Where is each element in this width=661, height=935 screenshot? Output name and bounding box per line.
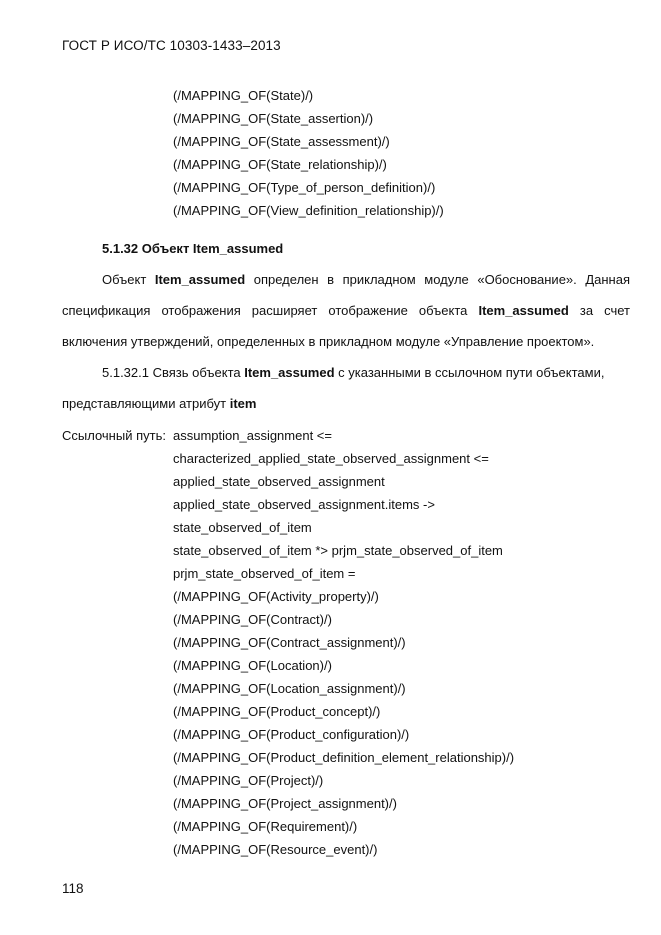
mapping-line: (/MAPPING_OF(State)/) bbox=[173, 88, 314, 103]
mapping-line: (/MAPPING_OF(Type_of_person_definition)/) bbox=[173, 180, 436, 195]
mapping-line: (/MAPPING_OF(State_assertion)/) bbox=[173, 111, 374, 126]
paragraph-line bbox=[62, 303, 630, 319]
reference-path-line: (/MAPPING_OF(Location)/) bbox=[173, 658, 332, 673]
reference-path-line: (/MAPPING_OF(Project)/) bbox=[173, 773, 324, 788]
document-header: ГОСТ Р ИСО/ТС 10303-1433–2013 bbox=[62, 38, 281, 53]
reference-path-line: (/MAPPING_OF(Requirement)/) bbox=[173, 819, 358, 834]
reference-path-line: (/MAPPING_OF(Contract_assignment)/) bbox=[173, 635, 406, 650]
text-run: 5.1.32.1 Связь объекта bbox=[102, 365, 245, 380]
paragraph-line bbox=[102, 272, 630, 288]
subsection-line bbox=[62, 396, 630, 412]
text-run: за счет bbox=[568, 303, 630, 318]
text-run: определен в прикладном модуле «Обоснование». Данная bbox=[245, 272, 630, 287]
reference-path-line: (/MAPPING_OF(Product_configuration)/) bbox=[173, 727, 410, 742]
reference-path-line: applied_state_observed_assignment bbox=[173, 474, 385, 489]
page-number: 118 bbox=[62, 881, 84, 896]
reference-path-line: (/MAPPING_OF(Project_assignment)/) bbox=[173, 796, 397, 811]
reference-path-line: state_observed_of_item *> prjm_state_observed_of_item bbox=[173, 543, 503, 558]
reference-path-line: prjm_state_observed_of_item = bbox=[173, 566, 356, 581]
attribute-name: item bbox=[229, 396, 257, 411]
section-heading: 5.1.32 Объект Item_assumed bbox=[102, 241, 284, 256]
reference-path-line: (/MAPPING_OF(Activity_property)/) bbox=[173, 589, 379, 604]
mapping-line: (/MAPPING_OF(State_relationship)/) bbox=[173, 157, 387, 172]
reference-path-label: Ссылочный путь: bbox=[62, 428, 166, 443]
text-run: с указанными в ссылочном пути объектами, bbox=[334, 365, 605, 380]
reference-path-line: (/MAPPING_OF(Product_definition_element_relationship)/) bbox=[173, 750, 515, 765]
entity-name: Item_assumed bbox=[478, 303, 569, 318]
reference-path-line: (/MAPPING_OF(Contract)/) bbox=[173, 612, 332, 627]
reference-path-line: (/MAPPING_OF(Resource_event)/) bbox=[173, 842, 378, 857]
entity-name: Item_assumed bbox=[244, 365, 335, 380]
mapping-line: (/MAPPING_OF(View_definition_relationship)/) bbox=[173, 203, 444, 218]
reference-path-line: applied_state_observed_assignment.items -> bbox=[173, 497, 435, 512]
mapping-line: (/MAPPING_OF(State_assessment)/) bbox=[173, 134, 390, 149]
reference-path-line: assumption_assignment <= bbox=[173, 428, 332, 443]
text-run: представляющими атрибут bbox=[62, 396, 230, 411]
entity-name: Item_assumed bbox=[154, 272, 246, 287]
text-run: включения утверждений, определенных в прикладном модуле «Управление проектом». bbox=[62, 334, 595, 349]
reference-path-line: characterized_applied_state_observed_assignment <= bbox=[173, 451, 489, 466]
reference-path-line: (/MAPPING_OF(Location_assignment)/) bbox=[173, 681, 406, 696]
reference-path-line: (/MAPPING_OF(Product_concept)/) bbox=[173, 704, 381, 719]
reference-path-line: state_observed_of_item bbox=[173, 520, 312, 535]
text-run: спецификация отображения расширяет отображение объекта bbox=[62, 303, 479, 318]
text-run: Объект bbox=[102, 272, 155, 287]
subsection-line bbox=[102, 365, 630, 381]
paragraph-line bbox=[62, 334, 630, 350]
